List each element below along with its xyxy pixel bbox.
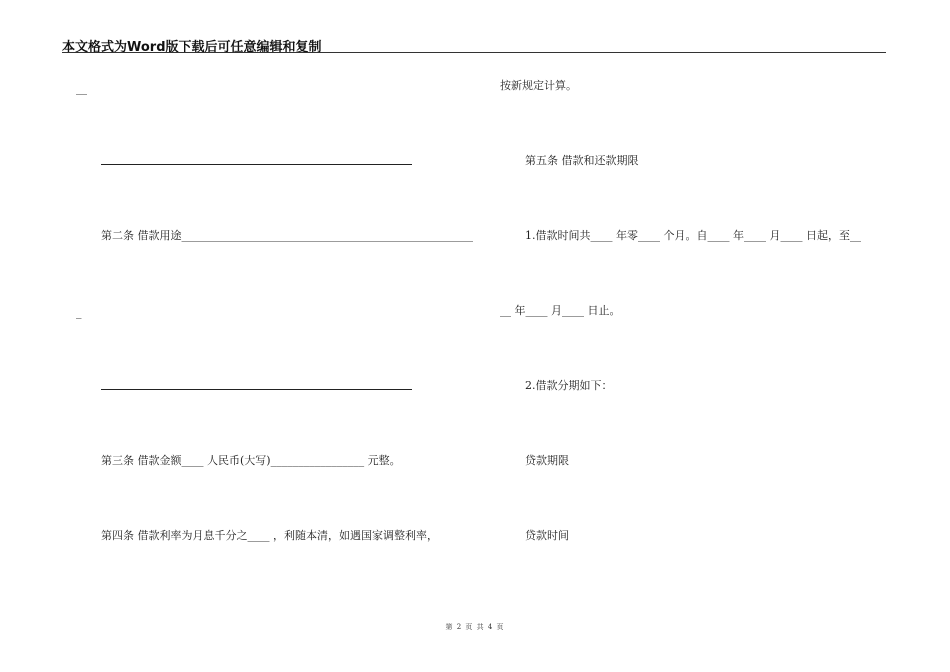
- loan-duration-line: 1.借款时间共____ 年零____ 个月。自____ 年____ 月____ 日起，至__: [525, 229, 861, 242]
- article-2-loan-purpose: 第二条 借款用途_____________________________________________________: [101, 229, 473, 242]
- installment-intro: 2.借款分期如下：: [525, 379, 613, 392]
- blank-line-1: [101, 164, 412, 165]
- blank-dash-1: __: [76, 82, 87, 95]
- document-header: 本文格式为Word版下载后可任意编辑和复制: [62, 40, 322, 55]
- blank-dash-2: _: [76, 306, 82, 319]
- blank-line-2: [101, 389, 412, 390]
- article-4-continued: 按新规定计算。: [500, 79, 577, 92]
- page-number: 第 2 页 共 4 页: [445, 623, 505, 631]
- header-rule: [62, 52, 886, 53]
- article-5-title: 第五条 借款和还款期限: [525, 154, 639, 167]
- article-3-loan-amount: 第三条 借款金额____ 人民币(大写)_________________ 元整。: [101, 454, 401, 467]
- loan-term-label: 贷款期限: [525, 454, 569, 467]
- loan-time-label: 贷款时间: [525, 529, 569, 542]
- article-4-interest-rate: 第四条 借款利率为月息千分之____ ，利随本清，如遇国家调整利率，: [101, 529, 438, 542]
- loan-duration-end: __ 年____ 月____ 日止。: [500, 304, 621, 317]
